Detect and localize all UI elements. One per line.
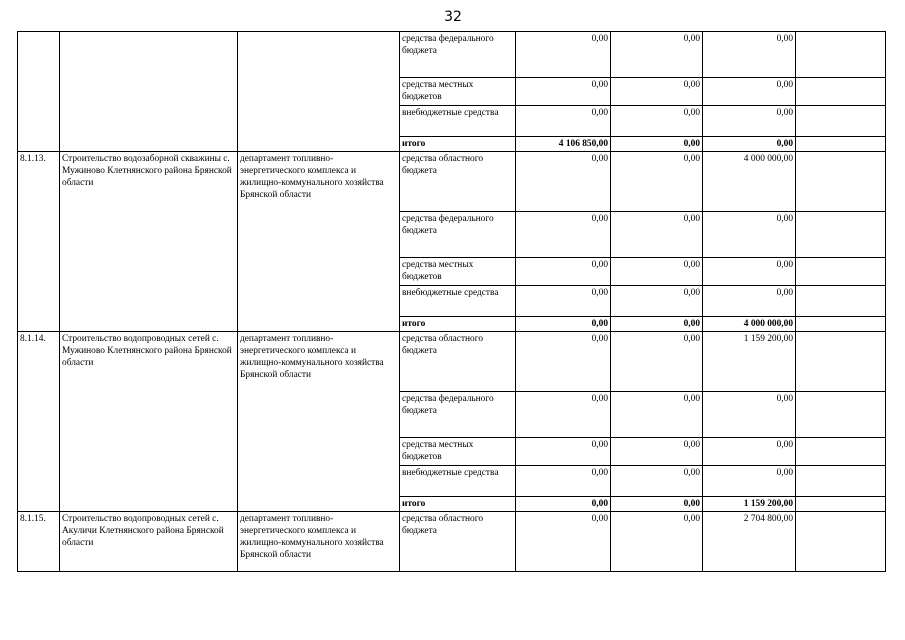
- value-cell: 0,00: [516, 286, 611, 317]
- value-cell: 0,00: [611, 32, 703, 78]
- value-cell: 1 159 200,00: [703, 332, 796, 392]
- source-cell: средства местных бюджетов: [400, 78, 516, 106]
- empty-cell: [796, 152, 886, 212]
- value-cell: 0,00: [703, 438, 796, 466]
- value-cell: 0,00: [611, 497, 703, 512]
- value-cell: 0,00: [516, 258, 611, 286]
- source-cell: средства областного бюджета: [400, 512, 516, 572]
- empty-cell: [796, 512, 886, 572]
- page-number: 32: [444, 9, 462, 25]
- source-cell: итого: [400, 317, 516, 332]
- empty-cell: [796, 317, 886, 332]
- value-cell: 0,00: [516, 212, 611, 258]
- item-name: Строительство водопроводных сетей с. Акуличи Клетнянского района Брянской области: [60, 512, 238, 572]
- budget-table: [17, 31, 886, 572]
- empty-cell: [796, 286, 886, 317]
- value-cell: 0,00: [516, 438, 611, 466]
- empty-cell: [796, 497, 886, 512]
- empty-cell: [796, 392, 886, 438]
- item-name: Строительство водопроводных сетей с. Мужиново Клетнянского района Брянской области: [60, 332, 238, 512]
- source-cell: средства областного бюджета: [400, 152, 516, 212]
- table-row: [18, 32, 886, 78]
- value-cell: 1 159 200,00: [703, 497, 796, 512]
- value-cell: 0,00: [703, 78, 796, 106]
- source-cell: средства федерального бюджета: [400, 212, 516, 258]
- empty-cell: [796, 106, 886, 137]
- source-cell: средства областного бюджета: [400, 332, 516, 392]
- item-code: 8.1.14.: [18, 332, 60, 512]
- value-cell: 0,00: [703, 258, 796, 286]
- value-cell: 0,00: [703, 392, 796, 438]
- value-cell: 4 000 000,00: [703, 317, 796, 332]
- source-cell: средства местных бюджетов: [400, 258, 516, 286]
- empty-cell: [796, 32, 886, 78]
- value-cell: 4 106 850,00: [516, 137, 611, 152]
- value-cell: 0,00: [516, 106, 611, 137]
- source-cell: итого: [400, 137, 516, 152]
- value-cell: 0,00: [611, 137, 703, 152]
- item-executor: департамент топливно-энергетического комплекса и жилищно-коммунального хозяйства Брянской области: [238, 332, 400, 512]
- value-cell: 0,00: [516, 78, 611, 106]
- value-cell: 0,00: [703, 32, 796, 78]
- value-cell: 0,00: [703, 106, 796, 137]
- name-cell: [60, 32, 238, 152]
- empty-cell: [796, 466, 886, 497]
- empty-cell: [796, 212, 886, 258]
- empty-cell: [796, 438, 886, 466]
- value-cell: 0,00: [516, 152, 611, 212]
- value-cell: 0,00: [516, 392, 611, 438]
- table-row: [18, 332, 886, 392]
- item-code: 8.1.15.: [18, 512, 60, 572]
- value-cell: 0,00: [611, 317, 703, 332]
- value-cell: 0,00: [703, 286, 796, 317]
- item-executor: департамент топливно-энергетического комплекса и жилищно-коммунального хозяйства Брянской области: [238, 152, 400, 332]
- item-name: Строительство водозаборной скважины с. Мужиново Клетнянского района Брянской области: [60, 152, 238, 332]
- source-cell: средства федерального бюджета: [400, 32, 516, 78]
- value-cell: 0,00: [611, 212, 703, 258]
- value-cell: 0,00: [516, 466, 611, 497]
- value-cell: 0,00: [611, 512, 703, 572]
- value-cell: 0,00: [703, 466, 796, 497]
- value-cell: 0,00: [703, 137, 796, 152]
- value-cell: 2 704 800,00: [703, 512, 796, 572]
- source-cell: средства местных бюджетов: [400, 438, 516, 466]
- empty-cell: [796, 332, 886, 392]
- item-executor: департамент топливно-энергетического комплекса и жилищно-коммунального хозяйства Брянской области: [238, 512, 400, 572]
- value-cell: 0,00: [516, 497, 611, 512]
- value-cell: 0,00: [516, 32, 611, 78]
- empty-cell: [796, 137, 886, 152]
- source-cell: итого: [400, 497, 516, 512]
- value-cell: 0,00: [611, 78, 703, 106]
- value-cell: 0,00: [611, 286, 703, 317]
- value-cell: 0,00: [516, 332, 611, 392]
- value-cell: 0,00: [703, 212, 796, 258]
- value-cell: 0,00: [516, 512, 611, 572]
- empty-cell: [796, 258, 886, 286]
- value-cell: 4 000 000,00: [703, 152, 796, 212]
- value-cell: 0,00: [611, 106, 703, 137]
- executor-cell: [238, 32, 400, 152]
- value-cell: 0,00: [611, 332, 703, 392]
- table-row: [18, 512, 886, 572]
- value-cell: 0,00: [611, 392, 703, 438]
- value-cell: 0,00: [611, 152, 703, 212]
- value-cell: 0,00: [611, 466, 703, 497]
- item-code: 8.1.13.: [18, 152, 60, 332]
- source-cell: внебюджетные средства: [400, 106, 516, 137]
- source-cell: внебюджетные средства: [400, 466, 516, 497]
- value-cell: 0,00: [516, 317, 611, 332]
- value-cell: 0,00: [611, 438, 703, 466]
- table-row: [18, 152, 886, 212]
- source-cell: средства федерального бюджета: [400, 392, 516, 438]
- empty-cell: [796, 78, 886, 106]
- code-cell: [18, 32, 60, 152]
- value-cell: 0,00: [611, 258, 703, 286]
- source-cell: внебюджетные средства: [400, 286, 516, 317]
